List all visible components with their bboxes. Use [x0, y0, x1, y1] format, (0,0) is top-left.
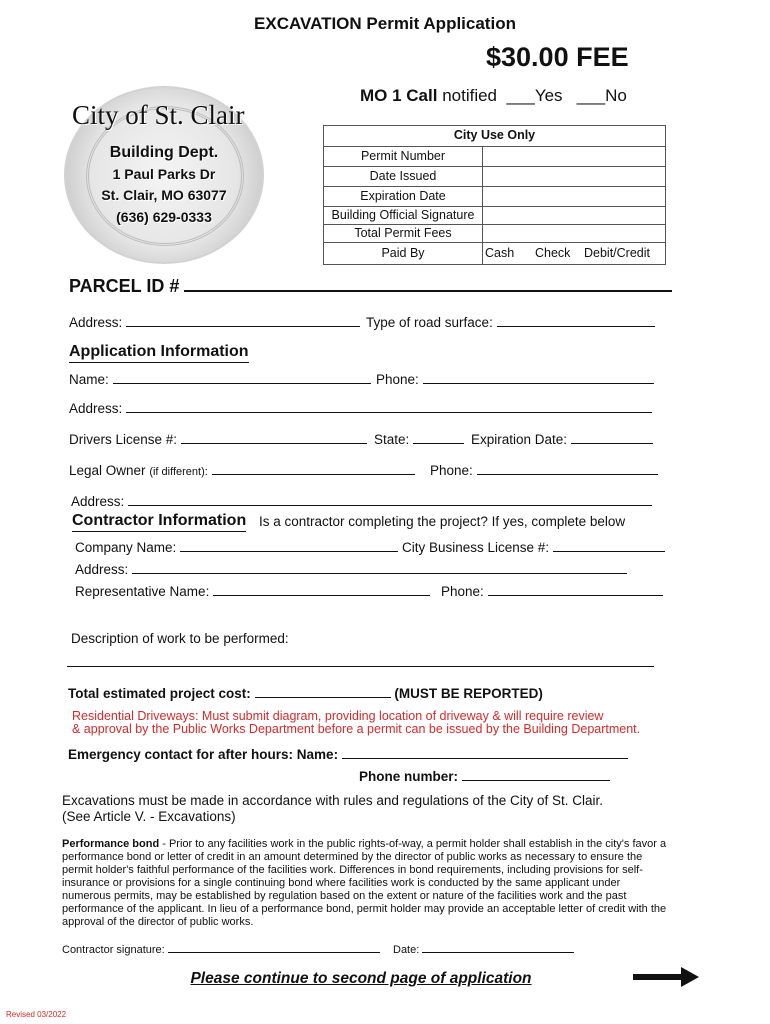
- owner-phone-line: [430, 460, 658, 478]
- contractor-address-line: [75, 559, 627, 577]
- performance-bond-text: - Prior to any facilities work in the public rights-of-way, a permit holder shall establish in the city's favor a performance bond or letter of credit in an amount determined by the director of public works as necessary to ensure the permit holder's faithful performance of the facilities work. Differences in bond requirements, including provisions for self-insurance or provisions for a single continuing bond where facilities work is conducted by the same applicant under numerous permits, may be established by regulation based on the extent or nature of the facilities work and the past performance of the applicant. In lieu of a performance bond, permit holder may provide an acceptable letter of credit with the approval of the director of public works.: [62, 838, 667, 928]
- must-report-note: (MUST BE REPORTED): [394, 686, 543, 701]
- continue-note: Please continue to second page of application: [190, 970, 532, 987]
- state-field[interactable]: [413, 429, 464, 444]
- legal-owner-line: [69, 460, 415, 478]
- work-description-field[interactable]: [67, 666, 654, 667]
- parcel-id-field[interactable]: [184, 276, 672, 292]
- contractor-signature-field[interactable]: [168, 941, 380, 953]
- seal-address-2: St. Clair, MO 63077: [101, 187, 227, 203]
- row-label: Expiration Date: [324, 187, 483, 206]
- applicant-phone-line: [376, 369, 654, 387]
- business-license-line: [402, 537, 665, 555]
- application-info-heading: Application Information: [69, 343, 249, 363]
- performance-bond-paragraph: [62, 838, 668, 929]
- rules-line-2: (See Article V. - Excavations): [62, 809, 236, 824]
- seal-dept: Building Dept.: [109, 144, 219, 161]
- applicant-name-field[interactable]: [113, 369, 371, 384]
- city-use-table: [323, 125, 666, 265]
- table-row: [324, 147, 665, 167]
- contractor-address-label: Address:: [75, 562, 129, 577]
- applicant-address-label: Address:: [69, 401, 123, 416]
- road-surface-field[interactable]: [497, 312, 655, 327]
- signature-date-label: Date:: [393, 944, 420, 956]
- fee-amount: $30.00 FEE: [486, 42, 629, 72]
- license-field[interactable]: [181, 429, 367, 444]
- row-label: Permit Number: [324, 147, 483, 166]
- company-name-field[interactable]: [180, 537, 398, 552]
- site-address-label: Address:: [69, 315, 123, 330]
- business-license-label: City Business License #:: [402, 540, 550, 555]
- road-surface-label: Type of road surface:: [366, 315, 493, 330]
- contractor-signature-label: Contractor signature:: [62, 944, 165, 956]
- right-arrow-icon: [633, 966, 699, 988]
- state-line: [374, 429, 464, 447]
- mo1-call-options: notified ___Yes ___No: [437, 86, 627, 105]
- if-different-note: (if different):: [149, 466, 208, 478]
- date-issued-field[interactable]: [483, 167, 665, 186]
- applicant-address-field[interactable]: [126, 398, 652, 413]
- expiration-field[interactable]: [571, 429, 653, 444]
- contractor-address-field[interactable]: [132, 559, 627, 574]
- seal-phone: (636) 629-0333: [116, 209, 212, 225]
- emergency-contact-field[interactable]: [342, 744, 628, 759]
- revision-date: Revised 03/2022: [6, 1010, 67, 1019]
- table-row: [324, 243, 665, 264]
- table-row: [324, 225, 665, 243]
- contractor-signature-line: [62, 941, 380, 956]
- rules-line-1: Excavations must be made in accordance with rules and regulations of the City of St. Clair.: [62, 793, 604, 808]
- performance-bond-label: Performance bond: [62, 838, 160, 850]
- contractor-phone-label: Phone:: [441, 584, 484, 599]
- representative-field[interactable]: [213, 581, 430, 596]
- contractor-question: Is a contractor completing the project? If yes, complete below: [259, 514, 626, 529]
- applicant-name-line: [69, 369, 371, 387]
- legal-owner-label: Legal Owner: [69, 463, 146, 478]
- paid-debit-credit-option[interactable]: Debit/Credit: [584, 246, 650, 260]
- official-signature-field[interactable]: [483, 207, 665, 224]
- legal-owner-field[interactable]: [212, 460, 415, 475]
- paid-by-options: [483, 243, 665, 264]
- signature-date-line: [393, 941, 574, 956]
- row-label: Paid By: [324, 243, 483, 264]
- business-license-field[interactable]: [553, 537, 665, 552]
- table-row: [324, 187, 665, 207]
- contractor-phone-field[interactable]: [488, 581, 663, 596]
- mo1-call-line: [360, 86, 627, 106]
- applicant-address-line: [69, 398, 652, 416]
- signature-date-field[interactable]: [422, 941, 574, 953]
- paid-check-option[interactable]: Check: [535, 246, 571, 260]
- parcel-id-label: PARCEL ID #: [69, 276, 180, 296]
- permit-number-field[interactable]: [483, 147, 665, 166]
- parcel-id-line: [69, 276, 672, 297]
- contractor-phone-line: [441, 581, 663, 599]
- page-title: EXCAVATION Permit Application: [254, 14, 516, 33]
- total-cost-field[interactable]: [255, 683, 391, 698]
- expiration-label: Expiration Date:: [471, 432, 568, 447]
- license-line: [69, 429, 367, 447]
- contractor-info-heading: Contractor Information: [72, 512, 246, 532]
- company-name-label: Company Name:: [75, 540, 177, 555]
- expiration-line: [471, 429, 653, 447]
- applicant-phone-field[interactable]: [423, 369, 654, 384]
- row-label: Building Official Signature: [324, 207, 483, 224]
- mo1-call-label: MO 1 Call: [360, 86, 438, 105]
- row-label: Date Issued: [324, 167, 483, 186]
- applicant-name-label: Name:: [69, 372, 109, 387]
- applicant-phone-label: Phone:: [376, 372, 419, 387]
- city-use-title: City Use Only: [324, 126, 665, 147]
- emergency-phone-field[interactable]: [462, 766, 610, 781]
- owner-address-field[interactable]: [128, 491, 652, 506]
- right-arrow-icon-svg: [633, 966, 699, 988]
- driveway-note-1: Residential Driveways: Must submit diagram, providing location of driveway & will require review: [72, 709, 604, 723]
- owner-phone-label: Phone:: [430, 463, 473, 478]
- representative-label: Representative Name:: [75, 584, 210, 599]
- total-fees-field[interactable]: [483, 225, 665, 242]
- total-cost-label: Total estimated project cost:: [68, 686, 251, 701]
- table-row: [324, 167, 665, 187]
- owner-address-label: Address:: [71, 494, 125, 509]
- license-label: Drivers License #:: [69, 432, 178, 447]
- driveway-note-2: & approval by the Public Works Department before a permit can be issued by the Building Department.: [72, 722, 641, 736]
- owner-address-line: [71, 491, 652, 509]
- owner-phone-field[interactable]: [477, 460, 658, 475]
- site-address-line: [69, 312, 360, 330]
- emergency-phone-line: [359, 766, 610, 784]
- emergency-phone-label: Phone number:: [359, 769, 459, 784]
- emergency-contact-line: [68, 744, 628, 762]
- work-description-label: Description of work to be performed:: [71, 631, 289, 646]
- table-row: [324, 207, 665, 225]
- paid-cash-option[interactable]: Cash: [485, 246, 515, 260]
- row-label: Total Permit Fees: [324, 225, 483, 242]
- total-cost-line: [68, 683, 543, 701]
- emergency-contact-label: Emergency contact for after hours: Name:: [68, 747, 339, 762]
- company-name-line: [75, 537, 398, 555]
- seal-city-name: City of St. Clair: [72, 100, 245, 130]
- representative-line: [75, 581, 430, 599]
- seal-address-1: 1 Paul Parks Dr: [112, 166, 216, 182]
- state-label: State:: [374, 432, 410, 447]
- expiration-date-field[interactable]: [483, 187, 665, 206]
- road-surface-line: [366, 312, 655, 330]
- site-address-field[interactable]: [126, 312, 360, 327]
